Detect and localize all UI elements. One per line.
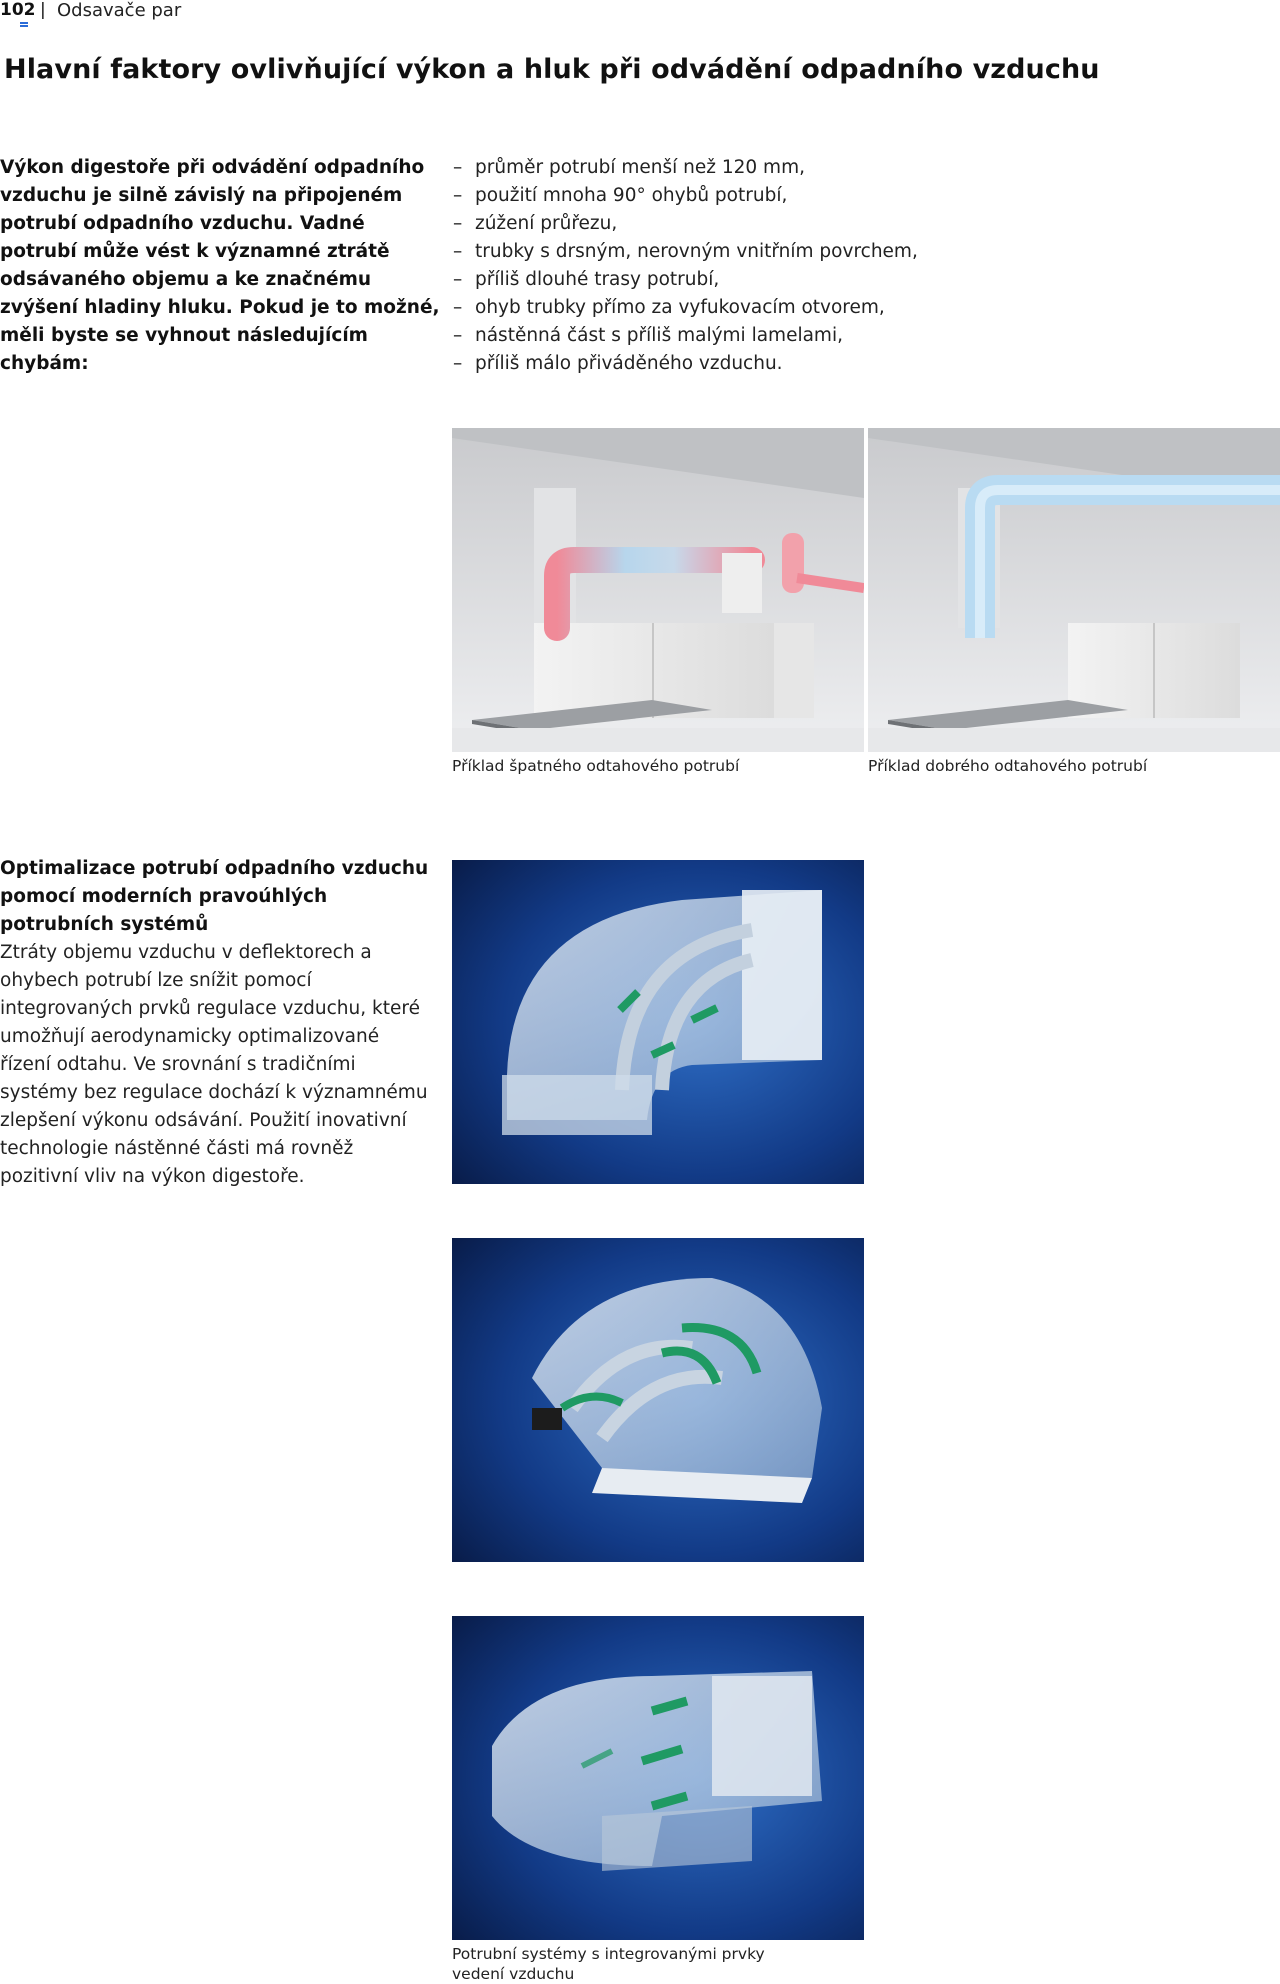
error-item: – zúžení průřezu, [453, 210, 1273, 238]
section-title: Odsavače par [57, 0, 182, 21]
optimization-body: Ztráty objemu vzduchu v deflektorech a ohybech potrubí lze snížit pomocí integrovaných prvků regulace vzduchu, které umožňují aerodynamicky optimalizované řízení odtahu. Ve srovnání s tradičními systémy bez regulace dochází k významnému zlepšení výkonu odsávání. Použití inovativní technologie nástěnné části má rovněž pozitivní vliv na výkon digestoře. [0, 942, 428, 1187]
error-item: – nástěnná část s příliš malými lamelami, [453, 322, 1273, 350]
error-item: – ohyb trubky přímo za vyfukovacím otvorem, [453, 294, 1273, 322]
error-item: – použití mnoha 90° ohybů potrubí, [453, 182, 1273, 210]
good-duct-caption: Příklad dobrého odtahového potrubí [868, 757, 1148, 775]
bad-duct-caption: Příklad špatného odtahového potrubí [452, 757, 740, 775]
duct-elbow-illustration-2 [452, 1238, 864, 1562]
duct-systems-caption: Potrubní systémy s integrovanými prvky vedení vzduchu [452, 1945, 765, 1983]
duct-elbow-illustration-1 [452, 860, 864, 1184]
error-item: – průměr potrubí menší než 120 mm, [453, 154, 1273, 182]
good-duct-illustration [868, 428, 1280, 752]
error-list [453, 154, 1273, 378]
bad-duct-illustration [452, 428, 864, 752]
error-item: – trubky s drsným, nerovným vnitřním povrchem, [453, 238, 1273, 266]
error-item: – příliš dlouhé trasy potrubí, [453, 266, 1273, 294]
page-number: 102 [0, 0, 36, 20]
header-separator: | [40, 0, 46, 20]
duct-elbow-illustration-3 [452, 1616, 864, 1940]
page-title: Hlavní faktory ovlivňující výkon a hluk při odvádění odpadního vzduchu [4, 54, 1100, 85]
intro-paragraph: Výkon digestoře při odvádění odpadního vzduchu je silně závislý na připojeném potrubí odpadního vzduchu. Vadné potrubí může vést k významné ztrátě odsávaného objemu a ke značnému zvýšení hladiny hluku. Pokud je to možné, měli byste se vyhnout následujícím chybám: [0, 157, 440, 374]
optimization-heading: Optimalizace potrubí odpadního vzduchu pomocí moderních pravoúhlých potrubních systémů [0, 858, 429, 935]
optimization-section [0, 855, 430, 1191]
page-number-underline [20, 22, 28, 24]
error-item: – příliš málo přiváděného vzduchu. [453, 350, 1273, 378]
